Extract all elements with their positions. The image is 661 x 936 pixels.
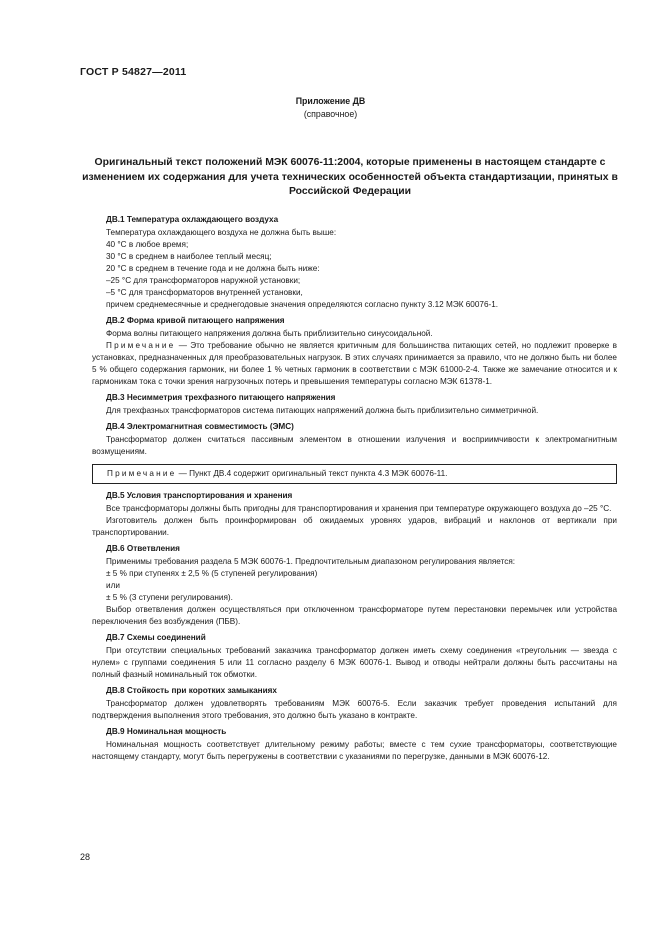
paragraph: Форма волны питающего напряжения должна быть приблизительно синусоидальной. — [106, 329, 433, 338]
paragraph: Для трехфазных трансформаторов система питающих напряжений должна быть приблизительно симметричной. — [106, 406, 539, 415]
paragraph: Применимы требования раздела 5 МЭК 60076-1. Предпочтительным диапазоном регулирования является: — [106, 557, 516, 566]
note-label: Примечание — [107, 469, 177, 478]
paragraph: Все трансформаторы должны быть пригодны для транспортирования и хранения при температуре окружающего воздуха до –25 °С. — [106, 504, 612, 513]
note-text: — Пункт ДВ.4 содержит оригинальный текст пункта 4.3 МЭК 60076-11. — [176, 469, 448, 478]
section-heading-dv2: ДВ.2 Форма кривой питающего напряжения — [106, 316, 285, 325]
section-heading-dv3: ДВ.3 Несимметрия трехфазного питающего напряжения — [106, 393, 336, 402]
paragraph-line: 30 °С в среднем в наиболее теплый месяц; — [106, 252, 272, 261]
appendix-title: Приложение ДВ — [295, 96, 366, 106]
paragraph: При отсутствии специальных требований заказчика трансформатор должен иметь схему соединения «треугольник — звезда с нулем» с группами соединения 5 или 11 согласно разделу 6 МЭК 60076-1. Вывод и отводы нейтрали должны быть рассчитаны на полный фазный номинальный ток обмотки. — [92, 646, 617, 679]
content-body — [92, 210, 617, 763]
note-paragraph — [92, 340, 617, 388]
section-heading-dv5: ДВ.5 Условия транспортирования и хранения — [106, 491, 293, 500]
appendix-subtitle: (справочное) — [303, 109, 358, 119]
section-heading-dv1: ДВ.1 Температура охлаждающего воздуха — [106, 215, 279, 224]
paragraph-line: –5 °С для трансформаторов внутренней установки, — [106, 288, 303, 297]
note-box — [92, 464, 617, 484]
paragraph: Изготовитель должен быть проинформирован об ожидаемых уровнях ударов, вибраций и наклонов от вертикали при транспортировании. — [92, 516, 617, 537]
paragraph: Выбор ответвления должен осуществляться при отключенном трансформаторе путем перестановки перемычек или устройства переключения без возбуждения (ПБВ). — [92, 605, 617, 626]
section-heading-dv6: ДВ.6 Ответвления — [106, 544, 180, 553]
paragraph-line: ± 5 % при ступенях ± 2,5 % (5 ступеней регулирования) — [106, 569, 318, 578]
note-text: — Это требование обычно не является критичным для большинства питающих сетей, но подлежит проверке в установках, предназначенных для преобразовательных нагрузок. В этих случаях принимается за правило, что не должно быть ни более 5 % общего содержания гармоник, ни более 1 % четных гармоник в соответствии с МЭК 61000-2-4. Также же замечание относится и к гармоникам тока с точки зрения нагрузочных потерь и превышения температуры согласно МЭК 61378-1. — [92, 341, 617, 386]
paragraph-line: Температура охлаждающего воздуха не должна быть выше: — [106, 228, 337, 237]
paragraph: Номинальная мощность соответствует длительному режиму работы; вместе с тем сухие трансформаторы, соответствующие настоящему стандарту, могут быть перегружены в соответствии с указаниями по перегрузке, данными в МЭК 60076-12. — [92, 740, 617, 761]
paragraph-line: причем среднемесячные и среднегодовые значения определяются согласно пункту 3.12 МЭК 60076-1. — [106, 300, 499, 309]
note-label: Примечание — [106, 341, 176, 350]
section-heading-dv8: ДВ.8 Стойкость при коротких замыканиях — [106, 686, 277, 695]
paragraph-line: или — [106, 581, 120, 590]
paragraph-line: –25 °С для трансформаторов наружной установки; — [106, 276, 301, 285]
paragraph-line: 20 °С в среднем в течение года и не должна быть ниже: — [106, 264, 320, 273]
document-id: ГОСТ Р 54827—2011 — [80, 66, 187, 78]
section-heading-dv7: ДВ.7 Схемы соединений — [106, 633, 206, 642]
section-heading-dv4: ДВ.4 Электромагнитная совместимость (ЭМС) — [106, 422, 294, 431]
main-title: Оригинальный текст положений МЭК 60076-11:2004, которые применены в настоящем стандарте с изменением их содержания для учета технических особенностей объекта стандартизации, принятых в Российской Федерации — [82, 157, 618, 197]
paragraph: Трансформатор должен удовлетворять требованиям МЭК 60076-5. Если заказчик требует проведения испытаний для подтверждения выполнения этого требования, это должно быть указано в контракте. — [92, 699, 617, 720]
paragraph: Трансформатор должен считаться пассивным элементом в отношении излучения и восприимчивости к электромагнитным возмущениям. — [92, 435, 617, 456]
page-number: 28 — [80, 852, 91, 862]
paragraph-line: 40 °С в любое время; — [106, 240, 189, 249]
paragraph-line: ± 5 % (3 ступени регулирования). — [106, 593, 233, 602]
section-heading-dv9: ДВ.9 Номинальная мощность — [106, 727, 227, 736]
